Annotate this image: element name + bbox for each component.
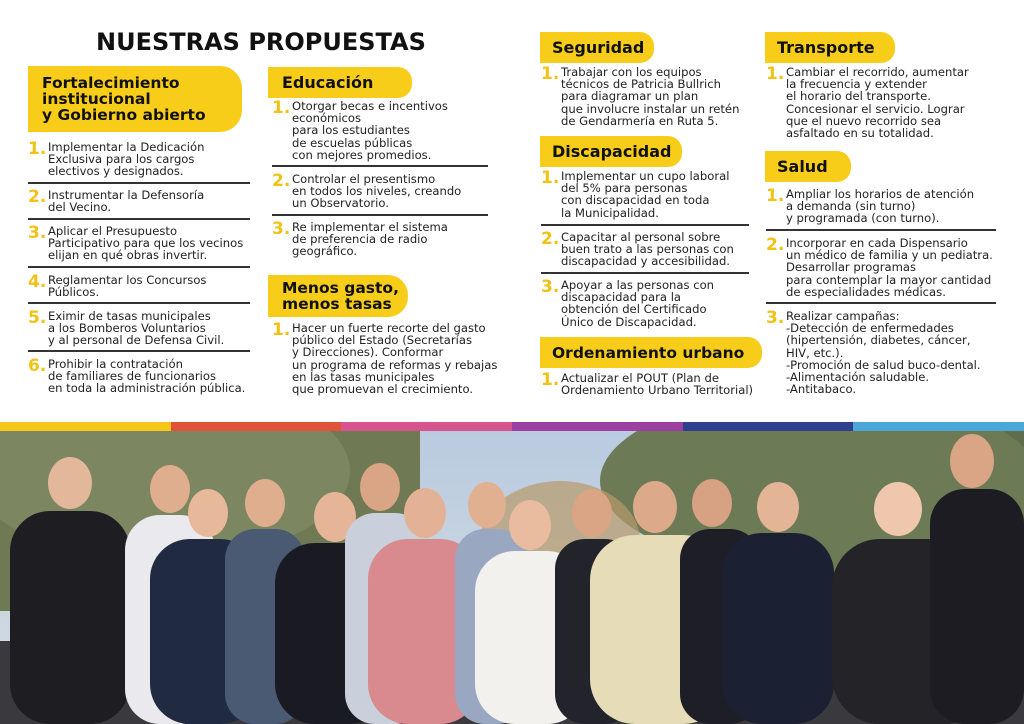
item-number: 3. [272, 219, 291, 239]
item-number: 4. [28, 272, 47, 292]
heading-educacion [268, 67, 412, 98]
divider [28, 182, 250, 184]
divider [541, 224, 749, 226]
heading-discapacidad-label: Discapacidad [552, 142, 672, 161]
item-text: Ampliar los horarios de atención a demanda (sin turno) y programada (con turno). [786, 187, 975, 226]
item-text: Incorporar en cada Dispensario un médico de familia y un pediatra. Desarrollar programas para contemplar la mayor cantidad de especialidades médicas. [786, 236, 993, 299]
divider [28, 350, 250, 352]
list-item [766, 237, 993, 298]
item-text: Aplicar el Presupuesto Participativo para que los vecinos elijan en qué obras invertir. [48, 224, 244, 263]
item-number: 2. [766, 235, 785, 255]
item-number: 1. [541, 168, 560, 188]
divider [766, 229, 996, 231]
color-stripe-bar [0, 422, 1024, 431]
list-item [541, 170, 729, 219]
item-text: Re implementar el sistema de preferencia de radio geográfico. [292, 220, 448, 259]
list-item [272, 173, 461, 210]
item-number: 1. [28, 139, 47, 159]
stripe-navy [683, 422, 854, 431]
heading-transporte-label: Transporte [777, 38, 875, 57]
heading-fortalecimiento [28, 66, 242, 132]
item-number: 3. [541, 277, 560, 297]
item-number: 5. [28, 308, 47, 328]
list-item [272, 322, 497, 395]
group-photo [0, 431, 1024, 724]
item-text: Cambiar el recorrido, aumentar la frecuencia y extender el horario del transporte. Concesionar el servicio. Lograr que el nuevo recorrido sea asfaltado en su totalidad. [786, 65, 969, 141]
item-number: 1. [272, 98, 291, 118]
list-item [28, 358, 245, 395]
item-text: Otorgar becas e incentivos económicos para los estudiantes de escuelas públicas con mejores promedios. [292, 99, 448, 162]
stripe-pink [341, 422, 512, 431]
item-text: Trabajar con los equipos técnicos de Patricia Bullrich para diagramar un plan que involucre instalar un retén de Gendarmería en Ruta 5. [561, 65, 740, 128]
divider [766, 302, 996, 304]
item-text: Actualizar el POUT (Plan de Ordenamiento Urbano Territorial) [561, 371, 754, 398]
stripe-red [171, 422, 342, 431]
list-item [28, 189, 204, 213]
item-text: Prohibir la contratación de familiares de funcionarios en toda la administración pública. [48, 357, 246, 396]
list-item [28, 225, 243, 262]
divider [28, 302, 250, 304]
heading-educacion-label: Educación [282, 73, 374, 92]
divider [28, 266, 250, 268]
item-number: 1. [541, 64, 560, 84]
item-text: Capacitar al personal sobre buen trato a las personas con discapacidad y accesibilidad. [561, 230, 734, 269]
item-number: 1. [766, 64, 785, 84]
item-text: Implementar un cupo laboral del 5% para personas con discapacidad en toda la Municipalidad. [561, 169, 730, 220]
list-item [766, 188, 974, 225]
list-item [541, 372, 753, 396]
item-number: 1. [766, 186, 785, 206]
divider [272, 165, 488, 167]
heading-salud-label: Salud [777, 157, 828, 176]
heading-menos-gasto-label: Menos gasto, menos tasas [282, 279, 399, 313]
item-number: 2. [272, 171, 291, 191]
item-number: 3. [766, 308, 785, 328]
item-text: Apoyar a las personas con discapacidad para la obtención del Certificado Único de Discapacidad. [561, 278, 715, 329]
heading-ordenamiento-label: Ordenamiento urbano [552, 343, 745, 362]
item-text: Eximir de tasas municipales a los Bomberos Voluntarios y al personal de Defensa Civil. [48, 309, 225, 348]
list-item [272, 221, 448, 258]
heading-discapacidad [540, 136, 682, 167]
heading-menos-gasto [268, 275, 408, 317]
list-item [766, 66, 969, 139]
heading-ordenamiento [540, 337, 762, 368]
page-title: NUESTRAS PROPUESTAS [96, 28, 426, 56]
item-text: Controlar el presentismo en todos los niveles, creando un Observatorio. [292, 172, 462, 211]
heading-transporte [765, 32, 895, 63]
divider [541, 272, 749, 274]
stripe-yellow [0, 422, 171, 431]
item-number: 1. [541, 370, 560, 390]
heading-seguridad-label: Seguridad [552, 38, 645, 57]
item-number: 1. [272, 320, 291, 340]
heading-fortalecimiento-label: Fortalecimiento institucional y Gobierno abierto [42, 74, 206, 124]
list-item [272, 100, 448, 161]
list-item [766, 310, 981, 395]
heading-seguridad [540, 32, 654, 63]
item-number: 6. [28, 356, 47, 376]
list-item [541, 231, 734, 268]
stripe-purple [512, 422, 683, 431]
item-text: Instrumentar la Defensoría del Vecino. [48, 188, 205, 215]
item-text: Reglamentar los Concursos Públicos. [48, 273, 207, 300]
item-number: 3. [28, 223, 47, 243]
item-number: 2. [28, 187, 47, 207]
item-text: Realizar campañas: -Detección de enfermedades (hipertensión, diabetes, cáncer, HIV, etc.). -Promoción de salud buco-dental. -Alimentación saludable. -Antitabaco. [786, 309, 981, 397]
heading-salud [765, 151, 851, 182]
list-item [28, 310, 224, 347]
list-item [541, 66, 739, 127]
list-item [541, 279, 714, 328]
item-number: 2. [541, 229, 560, 249]
divider [28, 218, 250, 220]
group-photo-illustration [0, 431, 1024, 724]
list-item [28, 274, 206, 298]
item-text: Hacer un fuerte recorte del gasto público del Estado (Secretarías y Direcciones). Conformar un programa de reformas y rebajas en las tasas municipales que promuevan el crecimiento. [292, 321, 498, 397]
list-item [28, 141, 204, 178]
stripe-blue [853, 422, 1024, 431]
divider [272, 214, 488, 216]
item-text: Implementar la Dedicación Exclusiva para los cargos electivos y designados. [48, 140, 205, 179]
